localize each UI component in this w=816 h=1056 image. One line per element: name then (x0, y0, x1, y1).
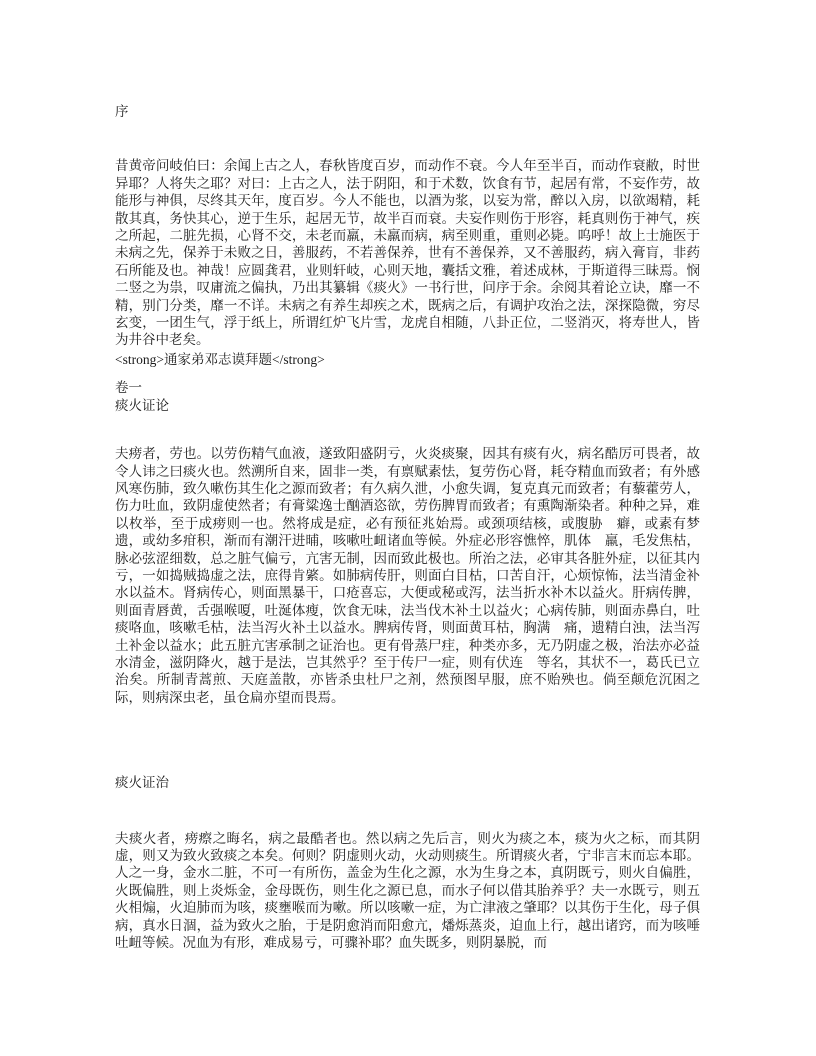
preface-paragraph: 昔黄帝问岐伯曰：余闻上古之人，春秋皆度百岁，而动作不衰。今人年至半百，而动作衰敝，时世异耶？人将失之耶？对曰：上古之人，法于阴阳，和于术数，饮食有节，起居有常，不妄作劳，故能形与神俱，尽终其天年，度百岁。今人不能也，以酒为浆，以妄为常，醉以入房，以欲竭精，耗散其真，务快其心，逆于生乐，起居无节，故半百而衰。夫妄作则伤于形容，耗真则伤于神气，疾之所起，二脏先损，心肾不交，未老而羸，未羸而病，病至则重，重则必毙。呜呼！故上士施医于未病之先，保养于未败之日，善服药，不若善保养，世有不善保养，又不善服药，病入膏肓，非药石所能及也。神哉！应圆龚君，业则轩岐，心则天地，囊括文雅，着述成林，于斯道得三昧焉。悯二竖之为祟，叹庸流之偏执，乃出其纂辑《痰火》一书行世，问序于余。余阅其着论立诀，靡一不精，别门分类，靡一不详。未病之有养生却疾之术，既病之后，有调护攻治之法，深探隐微，穷尽玄变，一团生气，浮于纸上，所谓红炉飞片雪，龙虎自相随，八卦正位，二竖消灭，将寿世人，皆为井谷中老矣。 (115, 158, 700, 348)
chapter2-heading: 痰火证治 (115, 775, 169, 791)
chapter2-paragraph: 夫痰火者，痨瘵之晦名，病之最酷者也。然以病之先后言，则火为痰之本，痰为火之标，而其阴虚，则又为致火致痰之本矣。何则？阴虚则火动，火动则痰生。所谓痰火者，宁非言末而忘本耶。人之一身，金水二脏，不可一有所伤，盖金为生化之源，水为生身之本，真阴既亏，则火自偏胜，火既偏胜，则上炎烁金，金母既伤，则生化之源已息，而水子何以借其胎养乎？夫一水既亏，则五火相煽，火迫肺而为咳，痰壅喉而为嗽。所以咳嗽一症，为亡津液之肇耶？以其伤于生化，母子俱病，真水日涸，益为致火之胎，于是阴愈消而阳愈亢，燔烁蒸炎，迫血上行，越出诸窍，而为咳唾吐衄等候。况血为有形，难成易亏，可骤补耶？血失既多，则阴暴脱，而 (115, 830, 700, 951)
preface-signature: <strong>通家弟邓志谟拜题</strong> (115, 351, 325, 367)
chapter1-paragraph: 夫痨者，劳也。以劳伤精气血液，遂致阳盛阴亏，火炎痰聚，因其有痰有火，病名酷厉可畏者，故令人讳之曰痰火也。然溯所自来，固非一类，有禀赋素怯，复劳伤心肾，耗夺精血而致者；有外感风寒伤肺，致久嗽伤其生化之源而致者；有久病久泄，小愈失调，复克真元而致者；有藜藿劳人，伤力吐血，致阴虚使然者；有膏粱逸士酗酒恣欲，劳伤脾胃而致者；有熏陶渐染者。种种之异，难以枚举，至于成痨则一也。然将成是症，必有预征兆始焉。或颈项结核，或腹胁 癖，或素有梦遗，或幼多疳积，渐而有潮汗进晡，咳嗽吐衄诸血等候。外症必形容憔悴，肌体 羸，毛发焦枯，脉必弦涩细数，总之脏气偏亏，亢害无制，因而致此极也。所治之法，必审其各脏外症，以征其内亏，一如捣贼捣虚之法，庶得肯綮。如肺病传肝，则面白目枯，口苦自汗，心烦惊怖，法当清金补水以益木。肾病传心，则面黑暴干，口疮喜忘，大便或秘或泻，法当折水补木以益火。肝病传脾，则面青唇黄，舌强喉嗄，吐涎体瘦，饮食无味，法当伐木补土以益火；心病传肺，则面赤鼻白，吐痰咯血，咳嗽毛枯，法当泻火补土以益水。脾病传肾，则面黄耳枯，胸满 痛，遗精白浊，法当泻土补金以益水；此五脏亢害承制之证治也。更有骨蒸尸疰，种类亦多，无乃阴虚之极，治法亦必益水清金，滋阴降火，越于是法，岂其然乎？至于传尸一症，则有伏连 等名，其状不一，葛氏已立治矣。所制青蒿煎、天庭盖散，亦皆杀虫杜尸之剂，然预图早服，庶不贻殃也。倘至颠危沉困之际，则病深虫老，虽仓扁亦望而畏焉。 (115, 446, 700, 705)
preface-heading: 序 (115, 104, 129, 119)
chapter1-heading: 痰火证论 (115, 397, 169, 413)
volume-heading: 卷一 (115, 380, 142, 396)
